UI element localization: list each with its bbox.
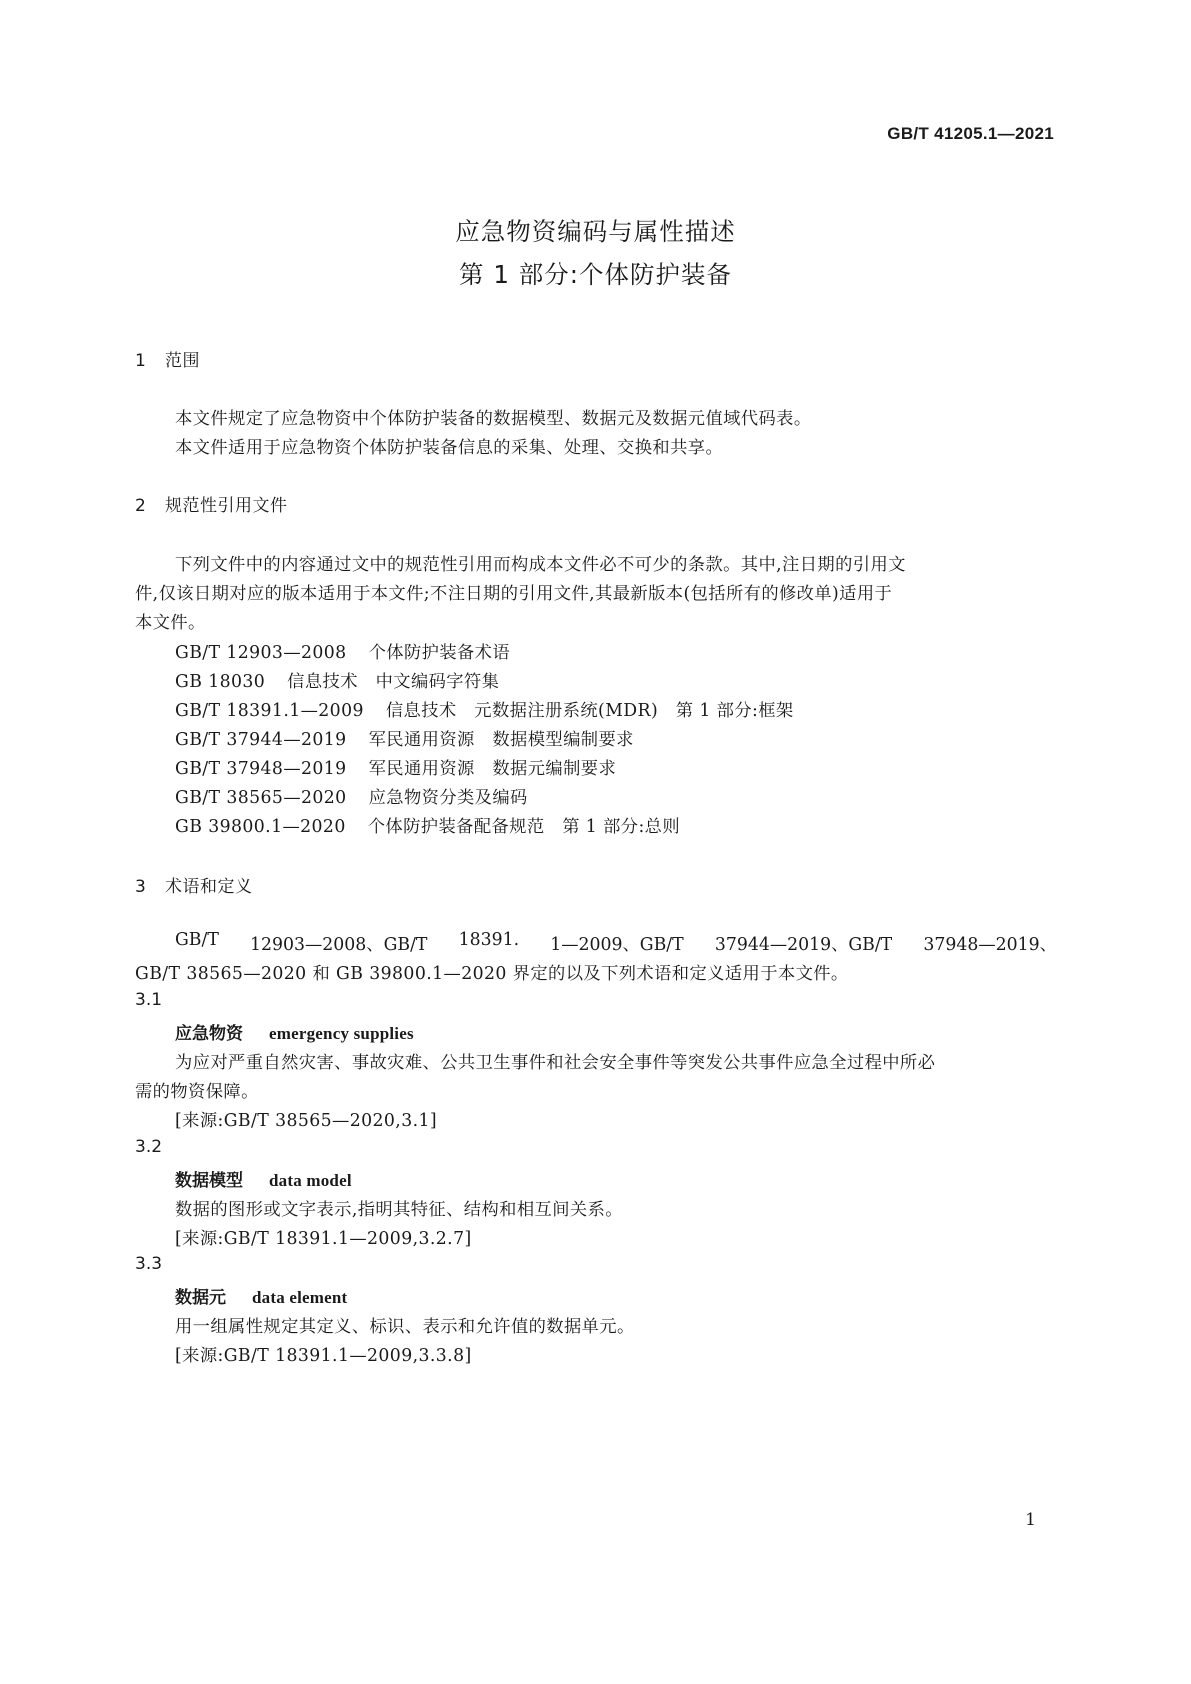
paragraph: 本文件适用于应急物资个体防护装备信息的采集、处理、交换和共享。 [175,438,724,458]
term-chinese: 应急物资 [175,1024,243,1044]
section-number: 3 [135,877,147,897]
section-title: 规范性引用文件 [165,496,288,516]
reference-item [175,696,794,721]
reference-code: GB/T 37948—2019 [175,759,347,779]
section-number: 1 [135,351,147,371]
reference-title: 信息技术 中文编码字符集 [287,672,500,692]
paragraph-line: 件,仅该日期对应的版本适用于本文件;不注日期的引用文件,其最新版本(包括所有的修改单)适用于 [135,584,893,604]
section-title: 术语和定义 [165,877,253,897]
reference-code: GB/T 37944—2019 [175,730,347,750]
reference-code: GB/T 18391.1—2009 [175,701,364,721]
definition-line: 用一组属性规定其定义、标识、表示和允许值的数据单元。 [175,1317,635,1337]
term-heading [175,1166,352,1191]
section-title: 范围 [165,351,200,371]
intro-part: 37944—2019、GB/T [714,935,893,955]
document-subtitle: 第 1 部分:个体防护装备 [459,260,732,289]
paragraph-line: 下列文件中的内容通过文中的规范性引用而构成本文件必不可少的条款。其中,注日期的引用文 [175,555,906,575]
intro-part: GB/T [175,930,219,950]
reference-item [175,667,499,692]
section-number: 2 [135,496,147,516]
term-source: [来源:GB/T 38565—2020,3.1] [175,1111,438,1131]
section-3-heading [135,872,253,897]
term-number: 3.3 [135,1254,163,1274]
term-heading [175,1283,347,1308]
intro-part: 12903—2008、GB/T [250,935,428,955]
reference-code: GB/T 12903—2008 [175,643,347,663]
term-number: 3.1 [135,990,163,1010]
term-chinese: 数据模型 [175,1171,243,1191]
reference-title: 个体防护装备配备规范 第 1 部分:总则 [367,817,681,837]
reference-title: 军民通用资源 数据元编制要求 [368,759,617,779]
reference-title: 信息技术 元数据注册系统(MDR) 第 1 部分:框架 [385,701,794,721]
reference-title: 个体防护装备术语 [368,643,511,663]
term-heading [175,1019,414,1044]
definition-line: 数据的图形或文字表示,指明其特征、结构和相互间关系。 [175,1200,623,1220]
term-chinese: 数据元 [175,1288,226,1308]
terms-intro-line: GB/T 38565—2020 和 GB 39800.1—2020 界定的以及下列术语和定义适用于本文件。 [135,964,849,984]
reference-item [175,725,634,750]
term-english: emergency supplies [269,1024,414,1043]
definition-line: 需的物资保障。 [135,1082,259,1102]
reference-item [175,754,616,779]
terms-intro-line [175,930,1057,955]
definition-line: 为应对严重自然灾害、事故灾难、公共卫生事件和社会安全事件等突发公共事件应急全过程中所必 [175,1053,936,1073]
reference-code: GB 18030 [175,672,266,692]
reference-code: GB/T 38565—2020 [175,788,347,808]
paragraph: 本文件规定了应急物资中个体防护装备的数据模型、数据元及数据元值域代码表。 [175,409,812,429]
intro-part: 1—2009、GB/T [550,935,684,955]
intro-part: 37948—2019、 [923,935,1057,955]
term-source: [来源:GB/T 18391.1—2009,3.2.7] [175,1229,472,1249]
reference-item [175,812,680,837]
reference-item [175,638,510,663]
section-2-heading [135,491,288,516]
term-english: data model [269,1171,352,1190]
section-1-heading [135,346,200,371]
page-number: 1 [1025,1510,1036,1530]
reference-item [175,783,528,808]
term-source: [来源:GB/T 18391.1—2009,3.3.8] [175,1346,472,1366]
reference-code: GB 39800.1—2020 [175,817,346,837]
document-title: 应急物资编码与属性描述 [455,217,736,246]
term-english: data element [252,1288,348,1307]
reference-title: 军民通用资源 数据模型编制要求 [368,730,634,750]
paragraph-line: 本文件。 [135,613,206,633]
standard-number: GB/T 41205.1—2021 [887,124,1054,143]
term-number: 3.2 [135,1137,163,1157]
reference-title: 应急物资分类及编码 [368,788,528,808]
intro-part: 18391. [458,930,520,950]
